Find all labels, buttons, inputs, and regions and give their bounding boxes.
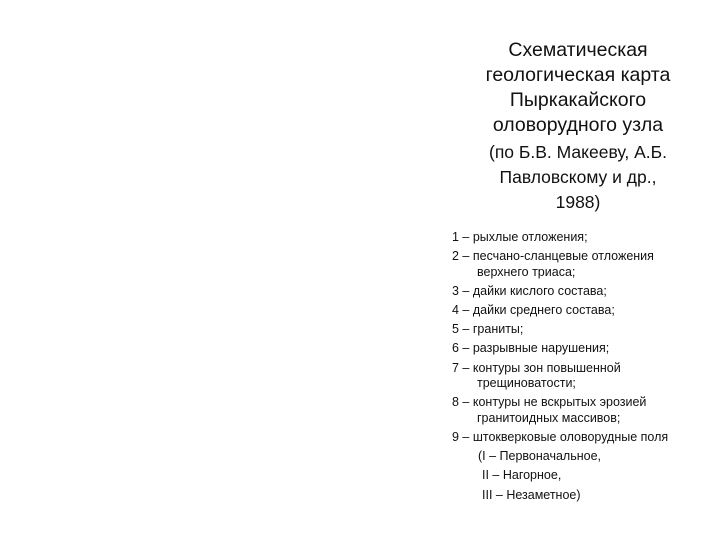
ore-field-entry: II – Нагорное,: [482, 468, 562, 483]
legend-item: [452, 341, 716, 357]
legend-item: [452, 303, 716, 319]
ore-field-entry: III – Незаметное): [482, 487, 581, 502]
legend-item-label: 4 – дайки среднего состава;: [452, 303, 615, 318]
attribution-line: (по Б.В. Макееву, А.Б.: [489, 142, 667, 162]
map-legend: [452, 230, 716, 507]
map-attribution: [440, 140, 716, 215]
legend-item: [452, 395, 716, 426]
legend-item: [452, 361, 716, 392]
attribution-line: 1988): [555, 192, 601, 212]
title-line: геологическая карта: [485, 64, 671, 86]
legend-item-continuation: трещиноватости;: [477, 376, 576, 391]
title-line: Пыркакайского: [509, 89, 647, 111]
legend-item-label: 6 – разрывные нарушения;: [452, 341, 610, 356]
legend-item: [452, 322, 716, 338]
legend-item: [452, 249, 716, 280]
legend-item-continuation: гранитоидных массивов;: [477, 410, 621, 425]
legend-item-label: 2 – песчано-сланцевые отложения: [452, 249, 654, 264]
legend-item-continuation: верхнего триаса;: [477, 264, 576, 279]
title-line: оловорудного узла: [492, 114, 664, 136]
legend-item-label: 8 – контуры не вскрытых эрозией: [452, 395, 647, 410]
title-line: Схематическая: [508, 39, 648, 61]
legend-item: [452, 230, 716, 246]
legend-item-label: 3 – дайки кислого состава;: [452, 283, 607, 298]
legend-item-label: 9 – штокверковые оловорудные поля: [452, 430, 669, 444]
ore-field-entry: (I – Первоначальное,: [478, 449, 602, 464]
legend-item-label: 5 – граниты;: [452, 322, 524, 337]
attribution-line: Павловскому и др.,: [499, 167, 657, 187]
legend-item-label: 7 – контуры зон повышенной: [452, 360, 621, 375]
map-title-block: [440, 38, 716, 215]
legend-item-label: 1 – рыхлые отложения;: [452, 230, 588, 244]
legend-item: [452, 284, 716, 300]
legend-item: [452, 430, 716, 503]
